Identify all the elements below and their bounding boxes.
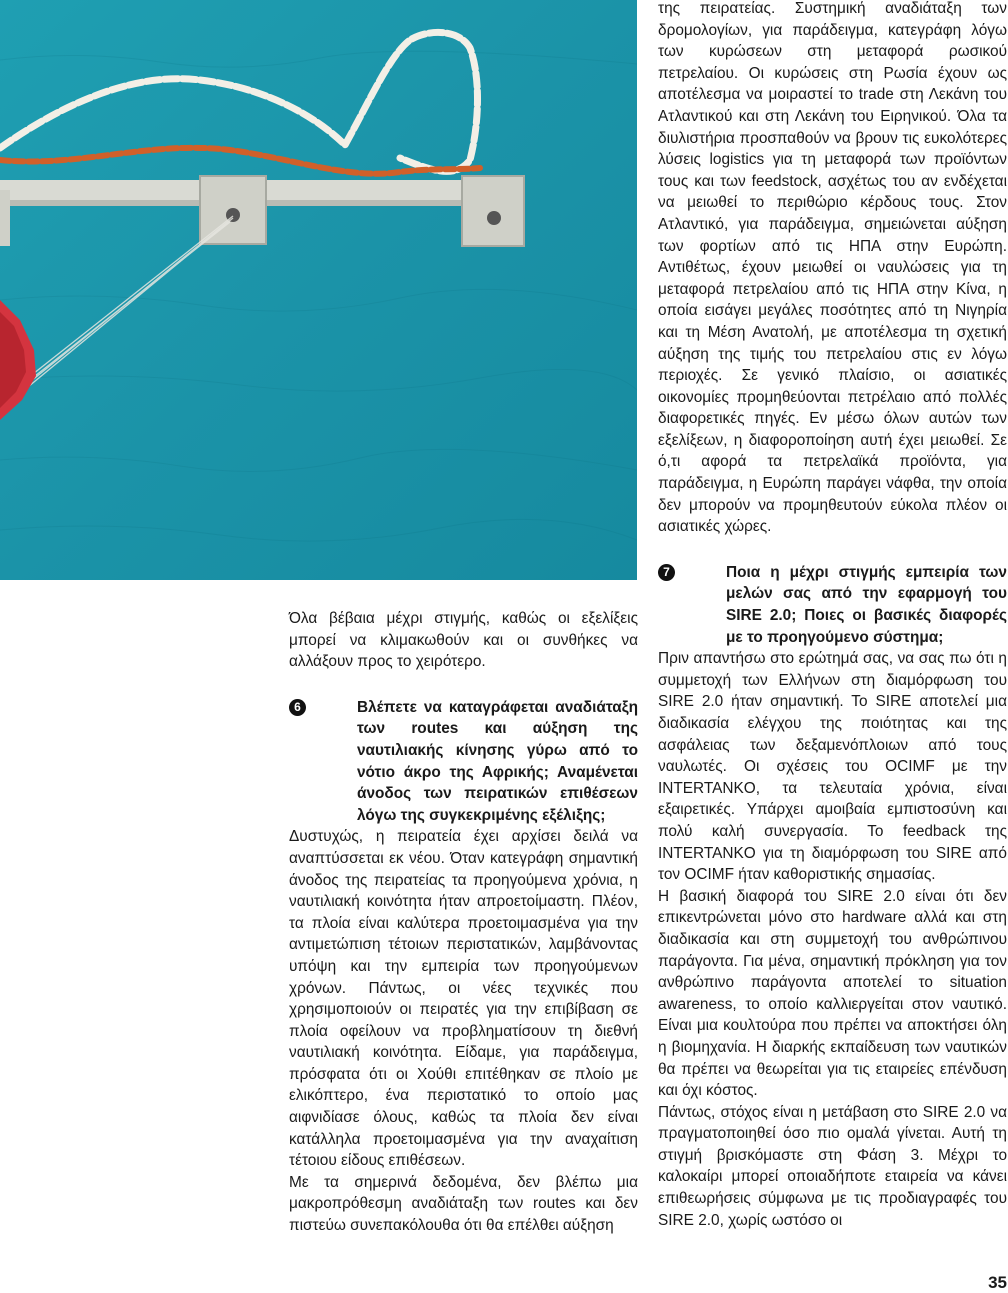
question-6 — [289, 697, 638, 827]
paragraph: Με τα σημερινά δεδομένα, δεν βλέπω μια μακροπρόθεσμη αναδιάταξη των routes και δεν πιστεύω συνεπακόλουθα ότι θα επέλθει αύξηση — [289, 1173, 638, 1235]
paragraph: Πάντως, στόχος είναι η μετάβαση στο SIRE 2.0 να πραγματοποιηθεί όσο πιο ομαλά γίνεται. Αυτή τη στιγμή βρισκόμαστε στη Φάση 3. Μέχρι το καλοκαίρι μπορεί οποιαδήποτε εταιρεία να κάνει επιθεωρήσεις σύμφωνα με τις προδιαγραφές του SIRE 2.0, χωρίς ωστόσο οι — [658, 1103, 1007, 1229]
page-number: 35 — [988, 1273, 1007, 1292]
paragraph: Όλα βέβαια μέχρι στιγμής, καθώς οι εξελίξεις μπορεί να κλιμακωθούν και οι συνθήκες να αλλάξουν προς το χειρότερο. — [289, 610, 638, 671]
right-column — [658, 0, 1007, 1231]
paragraph: Η βασική διαφορά του SIRE 2.0 είναι ότι δεν επικεντρώνεται μόνο στο hardware αλλά και στη διαδικασία και στη συμμετοχή του ανθρώπινου παράγοντα. Για μένα, σημαντική πρόκληση για τον ανθρώπινο παράγοντα αποτελεί το situation awareness, το οποίο καλλιεργείται στον ναυτικό. Είναι μια κουλτούρα που πρέπει να αποκτήσει όλη η βιομηχανία. Η διαρκής εκπαίδευση των ναυτικών θα πρέπει να θεωρείται για τις εταιρείες επένδυση και όχι κόστος. — [658, 887, 1007, 1100]
question-number-badge: 6 — [289, 699, 306, 716]
paragraph: της πειρατείας. Συστημική αναδιάταξη των δρομολογίων, για παράδειγμα, κατεγράφη λόγω των κυρώσεων στη μεταφορά ρωσικού πετρελαίου. Οι κυρώσεις στη Ρωσία έχουν ως αποτέλεσμα να μοιραστεί το trade στη Λεκάνη του Ατλαντικού και στη Λεκάνη του Ειρηνικού. Όλα τα διυλιστήρια προσπαθούν να βρουν τις ευκολότερες λύσεις logistics για τη μεταφορά των προϊόντων τους και των feedstock, ασχέτως του αν ενδέχεται να μειωθεί το περιθώριο κέρδους τους. Στον Ατλαντικό, για παράδειγμα, σημειώνεται αύξηση των φορτίων από τις ΗΠΑ στην Ευρώπη. Αντιθέτως, έχουν μειωθεί οι ναυλώσεις για τη μεταφορά πετρελαίου από τις ΗΠΑ στην Κίνα, η οποία εισάγει μεγάλες ποσότητες από τη Νιγηρία και τη Μέση Ανατολή, με αποτέλεσμα τη σχετική αύξηση της τιμής του πετρελαίου στις εν λόγω περιοχές. Σε γενικό πλαίσιο, οι ασιατικές οικονομίες προμηθεύονται πετρέλαιο από πολλές διαφορετικές πηγές. Εν μέσω όλων αυτών των εξελίξεων, η διαφοροποίηση αυτή έχει μειωθεί. Σε ό,τι αφορά τα πετρελαϊκά προϊόντα, για παράδειγμα, η Ευρώπη παράγει νάφθα, την οποία δεν μπορούν να προμηθευτούν εύκολα πλέον οι ασιατικές χώρες. — [658, 0, 1007, 536]
paragraph: Δυστυχώς, η πειρατεία έχει αρχίσει δειλά να αναπτύσσεται εκ νέου. Όταν κατεγράφη σημαντική άνοδος της πειρατείας τα προηγούμενα χρόνια, η ναυτιλιακή κοινότητα ήταν απροετοίμαστη. Πλέον, τα πλοία είναι καλύτερα προετοιμασμένα για την αντιμετώπιση τέτοιων περιστατικών, λαμβάνοντας υπόψη και την εμπειρία των προηγούμενων χρόνων. Πάντως, οι νέες τεχνικές που χρησιμοποιούν οι πειρατές για την επιβίβαση σε πλοία οφείλουν να προβληματίσουν τη διεθνή ναυτιλιακή κοινότητα. Είδαμε, για παράδειγμα, πρόσφατα ότι οι Χούθι επιτέθηκαν σε πλοίο με ελικόπτερο, ένα περιστατικό το οποίο μας αιφνιδίασε όλους, καθώς τα πλοία δεν είναι κατάλληλα προετοιμασμένα για την αναχαίτιση τέτοιου είδους επιθέσεων. — [289, 828, 638, 1170]
paragraph: Πριν απαντήσω στο ερώτημά σας, να σας πω ότι η συμμετοχή των Ελλήνων στη διαμόρφωση του SIRE 2.0 ήταν σημαντική. Το SIRE αποτελεί μια διαδικασία ελέγχου της ποιότητας και της ασφάλειας των δεξαμενόπλοιων από τους ναυλωτές. Οι σχέσεις του OCIMF με την INTERTANKO, τα τελευταία χρόνια, είναι εξαιρετικές. Υπάρχει αμοιβαία εμπιστοσύνη και πολύ καλή συνεργασία. Το feedback της INTERTANKO για τη διαμόρφωση του SIRE από τον OCIMF ήταν καθοριστικής σημασίας. — [658, 650, 1007, 884]
question-text: Ποια η μέχρι στιγμής εμπειρία των μελών σας από την εφαρμογή του SIRE 2.0; Ποιες οι βασικές διαφορές με το προηγούμενο σύστημα; — [726, 563, 1007, 646]
photo-illustration — [0, 0, 637, 580]
question-number-badge: 7 — [658, 564, 675, 581]
left-column — [289, 608, 638, 1237]
aerial-terminal-photo — [0, 0, 637, 580]
question-text: Βλέπετε να καταγράφεται αναδιάταξη των routes και αύξηση της ναυτιλιακής κίνησης γύρω από το νότιο άκρο της Αφρικής; Αναμένεται άνοδος των πειρατικών επιθέσεων λόγω της συγκεκριμένης εξέλιξης; — [357, 698, 638, 824]
question-7 — [658, 562, 1007, 648]
